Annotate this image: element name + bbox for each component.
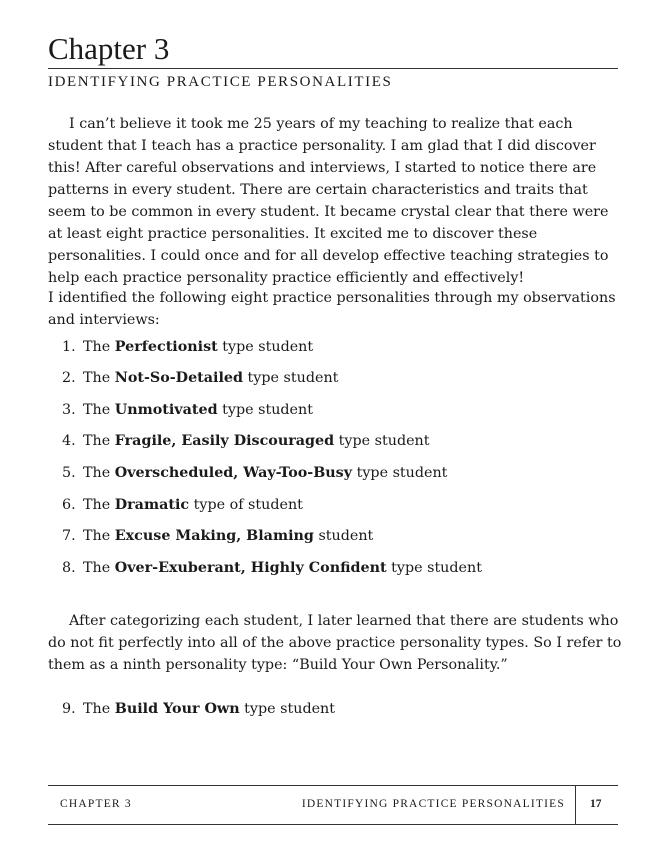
list-text: type student: [386, 560, 482, 576]
list-text: type student: [334, 433, 430, 449]
list-text: The: [83, 402, 115, 418]
list-number: 4.: [62, 433, 76, 449]
list-text: type student: [243, 370, 339, 386]
footer-rule-bottom: [48, 824, 618, 825]
list-bold-text: Perfectionist: [114, 339, 218, 355]
footer-section-label: IDENTIFYING PRACTICE PERSONALITIES: [301, 798, 565, 810]
list-number: 5.: [62, 465, 76, 481]
list-item: [62, 558, 482, 578]
header-rule: [48, 68, 618, 69]
list-number: 3.: [62, 402, 76, 418]
list-bold-text: Overscheduled, Way-Too-Busy: [114, 465, 353, 481]
list-text: The: [83, 701, 115, 717]
list-text: The: [83, 339, 115, 355]
list-text: type student: [217, 339, 314, 355]
list-bold-text: Build Your Own: [114, 701, 240, 717]
list-intro-paragraph: I identified the following eight practice personalities through my observations and interviews:: [48, 290, 616, 328]
list-number: 9.: [62, 701, 76, 717]
list-text: The: [83, 370, 115, 386]
list-bold-text: Excuse Making, Blaming: [114, 528, 314, 544]
chapter-title: Chapter 3: [48, 31, 170, 66]
list-item: [62, 526, 373, 546]
list-number: 6.: [62, 497, 76, 513]
list-number: 2.: [62, 370, 76, 386]
list-item: [62, 400, 313, 420]
list-item: [62, 431, 430, 451]
list-text: type student: [217, 402, 313, 418]
list-item: [62, 337, 313, 357]
list-text: The: [83, 560, 115, 576]
list-text: The: [83, 497, 115, 513]
section-title: IDENTIFYING PRACTICE PERSONALITIES: [48, 74, 393, 90]
list-bold-text: Unmotivated: [114, 402, 218, 418]
page-number: 17: [590, 798, 602, 810]
list-number: 7.: [62, 528, 76, 544]
list-text: type student: [352, 465, 448, 481]
ninth-type-paragraph: [48, 610, 623, 676]
list-text: type student: [239, 701, 336, 717]
intro-paragraph-text: I can’t believe it took me 25 years of my teaching to realize that each student that I teach has a practice personality. I am glad that I did discover this! After careful observations and interviews, I started to notice there are patterns in every student. There are certain characteristics and traits that seem to be common in every student. It became crystal clear that there were at least eight practice personalities. It excited me to discover these personalities. I could once and for all develop effective teaching strategies to help each practice personality practice efficiently and effectively!: [48, 116, 609, 286]
list-bold-text: Dramatic: [114, 497, 190, 513]
list-item: [62, 368, 338, 388]
list-text: type of student: [189, 497, 303, 513]
list-number: 8.: [62, 560, 76, 576]
list-bold-text: Fragile, Easily Discouraged: [114, 433, 335, 449]
intro-paragraph: [48, 113, 623, 289]
list-item: [62, 699, 335, 719]
list-item: [62, 463, 447, 483]
list-text: The: [83, 433, 115, 449]
list-item: [62, 495, 303, 515]
footer-divider: [575, 785, 576, 824]
list-text: student: [313, 528, 374, 544]
list-text: The: [83, 528, 115, 544]
list-bold-text: Not-So-Detailed: [114, 370, 244, 386]
list-bold-text: Over-Exuberant, Highly Confident: [114, 560, 387, 576]
list-text: The: [83, 465, 115, 481]
footer-chapter-label: CHAPTER 3: [60, 798, 132, 810]
footer-rule-top: [48, 785, 618, 786]
ninth-type-paragraph-text: After categorizing each student, I later learned that there are students who do not fit perfectly into all of the above practice personality types. So I refer to them as a ninth personality type: “Build Your Own Personality.”: [48, 613, 622, 673]
list-number: 1.: [62, 339, 76, 355]
